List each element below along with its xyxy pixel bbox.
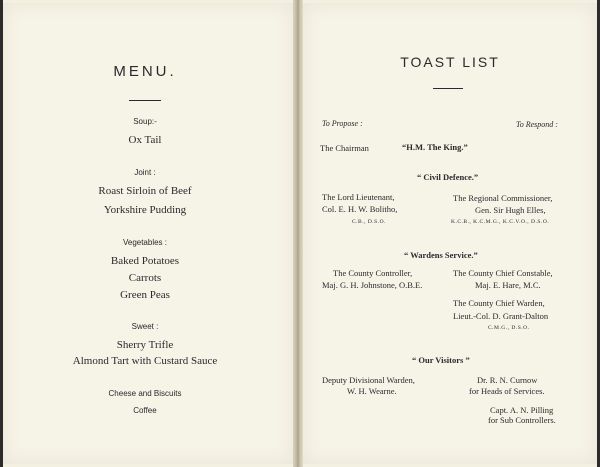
joint-item-2: Yorkshire Pudding: [103, 204, 187, 216]
w-responder-1-title: The County Chief Constable,: [453, 268, 553, 278]
w-proposer-title: The County Controller,: [333, 268, 413, 278]
sweet-heading: Sweet :: [131, 322, 159, 331]
v-responder-2-name: Capt. A. N. Pilling: [490, 405, 554, 415]
v-proposer-title: Deputy Divisional Warden,: [322, 375, 415, 385]
soup-heading: Soup:-: [133, 117, 157, 126]
to-propose-label: To Propose :: [322, 119, 363, 128]
w-responder-2-honours: C.M.G., D.S.O.: [488, 325, 530, 331]
cd-proposer-title: The Lord Lieutenant,: [322, 192, 395, 202]
cd-responder-honours: K.C.B., K.C.M.G., K.C.V.O., D.S.O.: [451, 219, 550, 225]
joint-heading: Joint :: [134, 168, 156, 177]
toast-king: “H.M. The King.”: [402, 142, 468, 152]
cd-responder-name: Gen. Sir Hugh Elles,: [475, 205, 546, 215]
w-responder-1-name: Maj. E. Hare, M.C.: [475, 280, 541, 290]
toast-our-visitors: “ Our Visitors ”: [412, 355, 470, 365]
toast-wardens-service: “ Wardens Service.”: [404, 250, 478, 260]
vegetable-item-1: Baked Potatoes: [110, 255, 180, 267]
toast-list-title: TOAST LIST: [400, 54, 500, 70]
toast-civil-defence: “ Civil Defence.”: [417, 172, 479, 182]
cheese-item: Cheese and Biscuits: [108, 389, 182, 398]
center-fold: [293, 0, 303, 467]
v-responder-2-role: for Sub Controllers.: [488, 415, 556, 425]
v-proposer-name: W. H. Wearne.: [347, 386, 397, 396]
joint-item-1: Roast Sirloin of Beef: [98, 185, 192, 197]
soup-item: Ox Tail: [128, 134, 162, 146]
w-responder-2-name: Lieut.-Col. D. Grant-Dalton: [453, 311, 549, 321]
vegetables-heading: Vegetables :: [122, 238, 168, 247]
chairman-text: The Chairman: [320, 143, 369, 153]
menu-title-rule: [129, 100, 161, 101]
cd-proposer-name: Col. E. H. W. Bolitho,: [322, 204, 398, 214]
cd-proposer-honours: C.B., D.S.O.: [352, 219, 386, 225]
v-responder-1-role: for Heads of Services.: [469, 386, 545, 396]
coffee-item: Coffee: [133, 406, 157, 415]
menu-title: MENU.: [113, 63, 177, 80]
toast-title-rule: [433, 88, 463, 89]
vegetable-item-2: Carrots: [128, 272, 162, 284]
w-proposer-name: Maj. G. H. Johnstone, O.B.E.: [322, 280, 423, 290]
sweet-item-1: Sherry Trifle: [116, 339, 174, 351]
vegetable-item-3: Green Peas: [120, 289, 170, 301]
cd-responder-title: The Regional Commissioner,: [453, 193, 553, 203]
sweet-item-2: Almond Tart with Custard Sauce: [72, 355, 218, 367]
w-responder-2-title: The County Chief Warden,: [453, 298, 545, 308]
v-responder-1-name: Dr. R. N. Curnow: [477, 375, 538, 385]
to-respond-label: To Respond :: [516, 120, 558, 129]
